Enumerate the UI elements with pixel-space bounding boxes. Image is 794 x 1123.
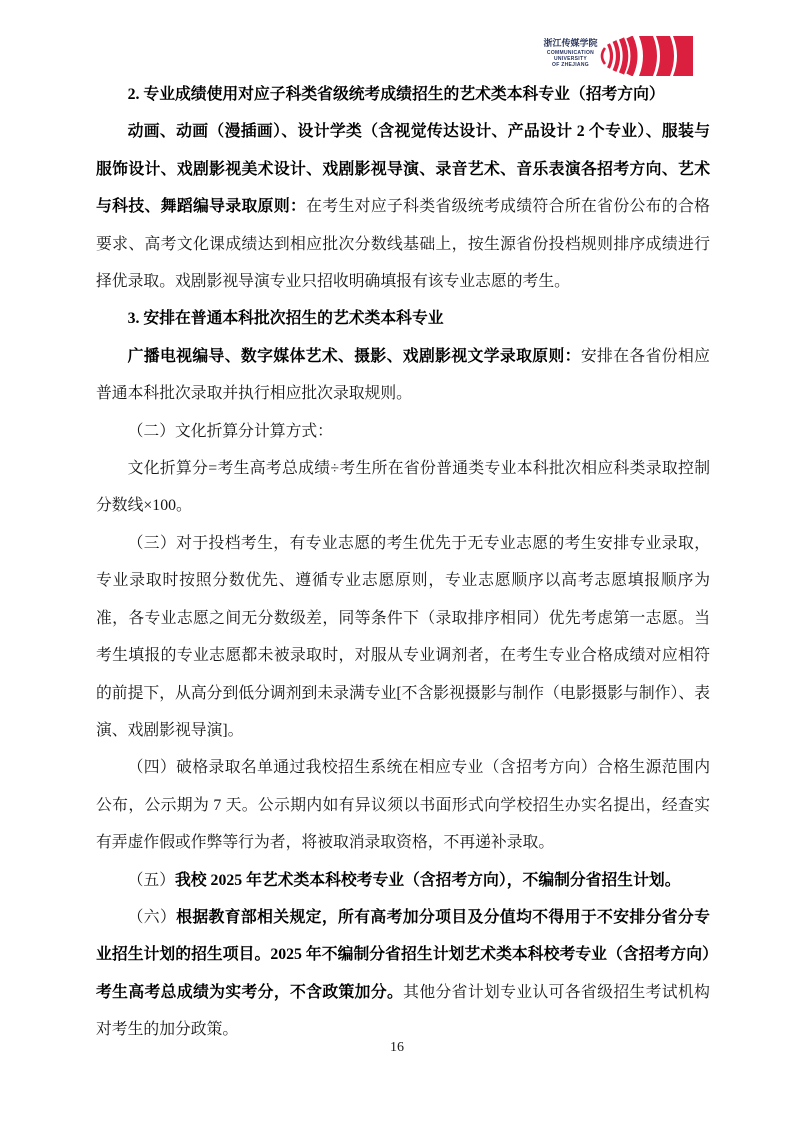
text-run: （三）对于投档考生，有专业志愿的考生优先于无专业志愿的考生安排专业录取，专业录取时按照分数优先、遵循专业志愿原则，专业志愿顺序以高考志愿填报顺序为准，各专业志愿之间无分数级差，同等条件下（录取排序相同）优先考虑第一志愿。当考生填报的专业志愿都未被录取时，对服从专业调剂者，在考生专业合格成绩对应相符的前提下，从高分到低分调剂到未录满专业[不含影视摄影与制作（电影摄影与制作）、表演、戏剧影视导演]。 [96, 534, 710, 739]
university-name-english-line3: OF ZHEJIANG [552, 62, 589, 68]
university-logo-text [543, 33, 598, 68]
paragraph [96, 749, 710, 861]
text-run: 根据教育部相关规定，所有高考加分项目及分值均不得用于不安排分省分专业招生计划的招生项目。2025 年不编制分省招生计划艺术类本科校考专业（含招考方向）考生高考总成绩为实考分，不含政策加分。 [96, 908, 710, 1001]
university-name-english-line2: UNIVERSITY [553, 56, 587, 62]
paragraph [96, 113, 710, 300]
university-name-chinese: 浙江传媒学院 [543, 38, 598, 48]
paragraph [96, 899, 710, 1049]
page-footer [0, 1038, 794, 1056]
text-run: （四）破格录取名单通过我校招生系统在相应专业（含招考方向）合格生源范围内公布，公示期为 7 天。公示期内如有异议须以书面形式向学校招生办实名提出，经查实有弄虚作假或作弊等行为者，将被取消录取资格，不再递补录取。 [96, 759, 710, 852]
university-name-english-line1: COMMUNICATION [546, 50, 595, 56]
paragraph [96, 413, 710, 450]
text-run: 动画、动画（漫插画）、设计学类（含视觉传达设计、产品设计 2 个专业）、服装与服饰设计、戏剧影视美术设计、戏剧影视导演、录音艺术、音乐表演各招考方向、艺术与科技、舞蹈编导录取原则： [96, 123, 710, 216]
text-run: （五） [127, 871, 175, 889]
university-logo [543, 33, 693, 79]
text-run: 3. 安排在普通本科批次招生的艺术类本科专业 [127, 310, 444, 328]
text-run: 2. 专业成绩使用对应子科类省级统考成绩招生的艺术类本科专业（招考方向） [127, 86, 665, 103]
soundwave-logo-icon [598, 36, 693, 76]
text-run: 文化折算分=考生高考总成绩÷考生所在省份普通类专业本科批次相应科类录取控制分数线×100。 [96, 460, 710, 515]
paragraph [96, 338, 710, 413]
text-run: 我校 2025 年艺术类本科校考专业（含招考方向），不编制分省招生计划。 [175, 871, 681, 889]
paragraph [96, 76, 710, 113]
text-run: （二）文化折算分计算方式： [127, 422, 333, 440]
text-run: 其他分省计划专业认可各省级招生考试机构对考生的加分政策。 [96, 983, 710, 1039]
paragraph [96, 525, 710, 749]
paragraph [96, 450, 710, 525]
text-run: 广播电视编导、数字媒体艺术、摄影、戏剧影视文学录取原则： [127, 347, 581, 365]
paragraph [96, 862, 710, 899]
document-body [96, 76, 710, 1049]
page-number: 16 [390, 1040, 404, 1055]
text-run: 安排在各省份相应普通本科批次录取并执行相应批次录取规则。 [96, 347, 710, 403]
text-run: 在考生对应子科类省级统考成绩符合所在省份公布的合格要求、高考文化课成绩达到相应批次分数线基础上，按生源省份投档规则排序成绩进行择优录取。戏剧影视导演专业只招收明确填报有该专业志愿的考生。 [96, 198, 710, 291]
paragraph [96, 300, 710, 337]
text-run: （六） [127, 908, 177, 926]
